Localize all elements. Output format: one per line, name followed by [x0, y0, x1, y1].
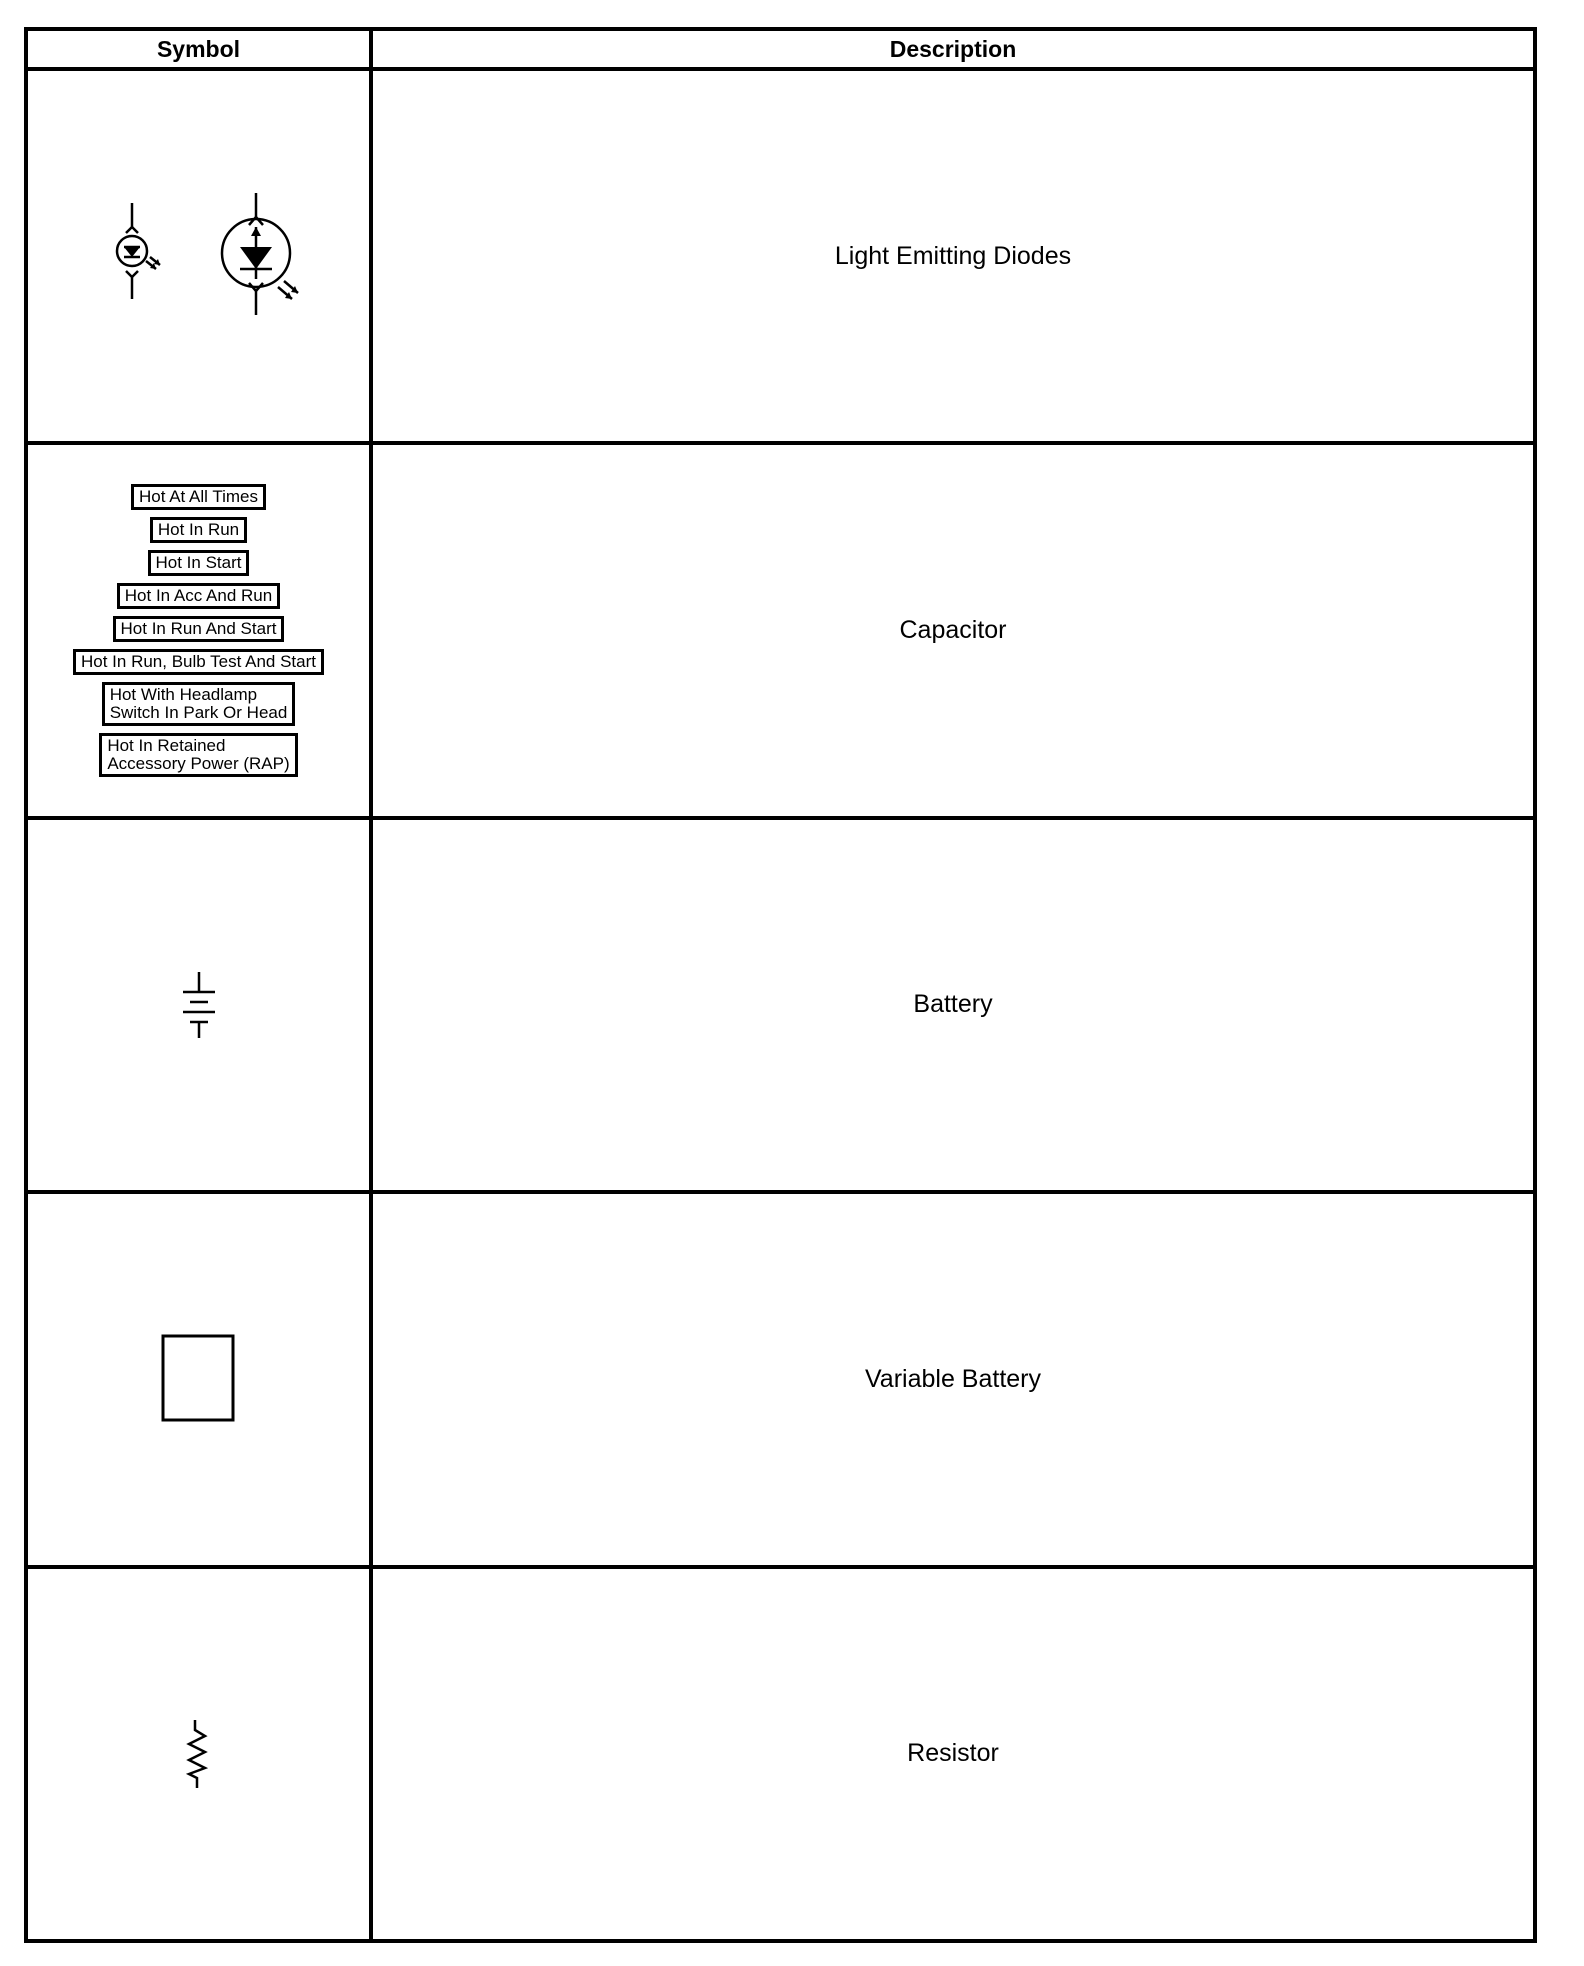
table-row	[26, 443, 1535, 817]
circuit-label-box: Hot In Run	[150, 517, 247, 543]
symbol-cell	[26, 443, 371, 817]
circuit-label-box: Hot In Run And Start	[113, 616, 285, 642]
description-column-header: Description	[371, 29, 1535, 69]
led-symbol-icon	[94, 191, 304, 321]
table-row	[26, 1567, 1535, 1941]
header-row	[26, 29, 1535, 69]
resistor-symbol-icon	[179, 1718, 219, 1790]
description-cell: Variable Battery	[371, 1192, 1535, 1566]
circuit-label-box: Hot In Acc And Run	[117, 583, 280, 609]
symbol-cell	[26, 818, 371, 1192]
battery-symbol-icon	[174, 970, 224, 1040]
circuit-label-line: Accessory Power (RAP)	[107, 754, 290, 774]
circuit-label-box-multiline	[102, 682, 296, 726]
circuit-label-box: Hot At All Times	[131, 484, 266, 510]
symbol-cell	[26, 1567, 371, 1941]
table-row	[26, 818, 1535, 1192]
description-cell: Capacitor	[371, 443, 1535, 817]
table-row	[26, 1192, 1535, 1566]
table-row	[26, 69, 1535, 443]
symbol-column-header: Symbol	[26, 29, 371, 69]
symbol-cell	[26, 1192, 371, 1566]
symbol-legend-table	[24, 27, 1537, 1943]
circuit-power-labels	[28, 484, 369, 777]
circuit-label-line: Switch In Park Or Head	[109, 703, 288, 723]
description-cell: Light Emitting Diodes	[371, 69, 1535, 443]
circuit-label-box: Hot In Start	[148, 550, 250, 576]
description-cell: Resistor	[371, 1567, 1535, 1941]
symbol-cell	[26, 69, 371, 443]
circuit-label-box: Hot In Run, Bulb Test And Start	[73, 649, 324, 675]
circuit-label-box-multiline	[99, 733, 297, 777]
variable-battery-symbol-icon	[161, 1334, 237, 1424]
circuit-label-line: Hot With Headlamp	[109, 685, 258, 705]
circuit-label-line: Hot In Retained	[107, 736, 226, 756]
description-cell: Battery	[371, 818, 1535, 1192]
